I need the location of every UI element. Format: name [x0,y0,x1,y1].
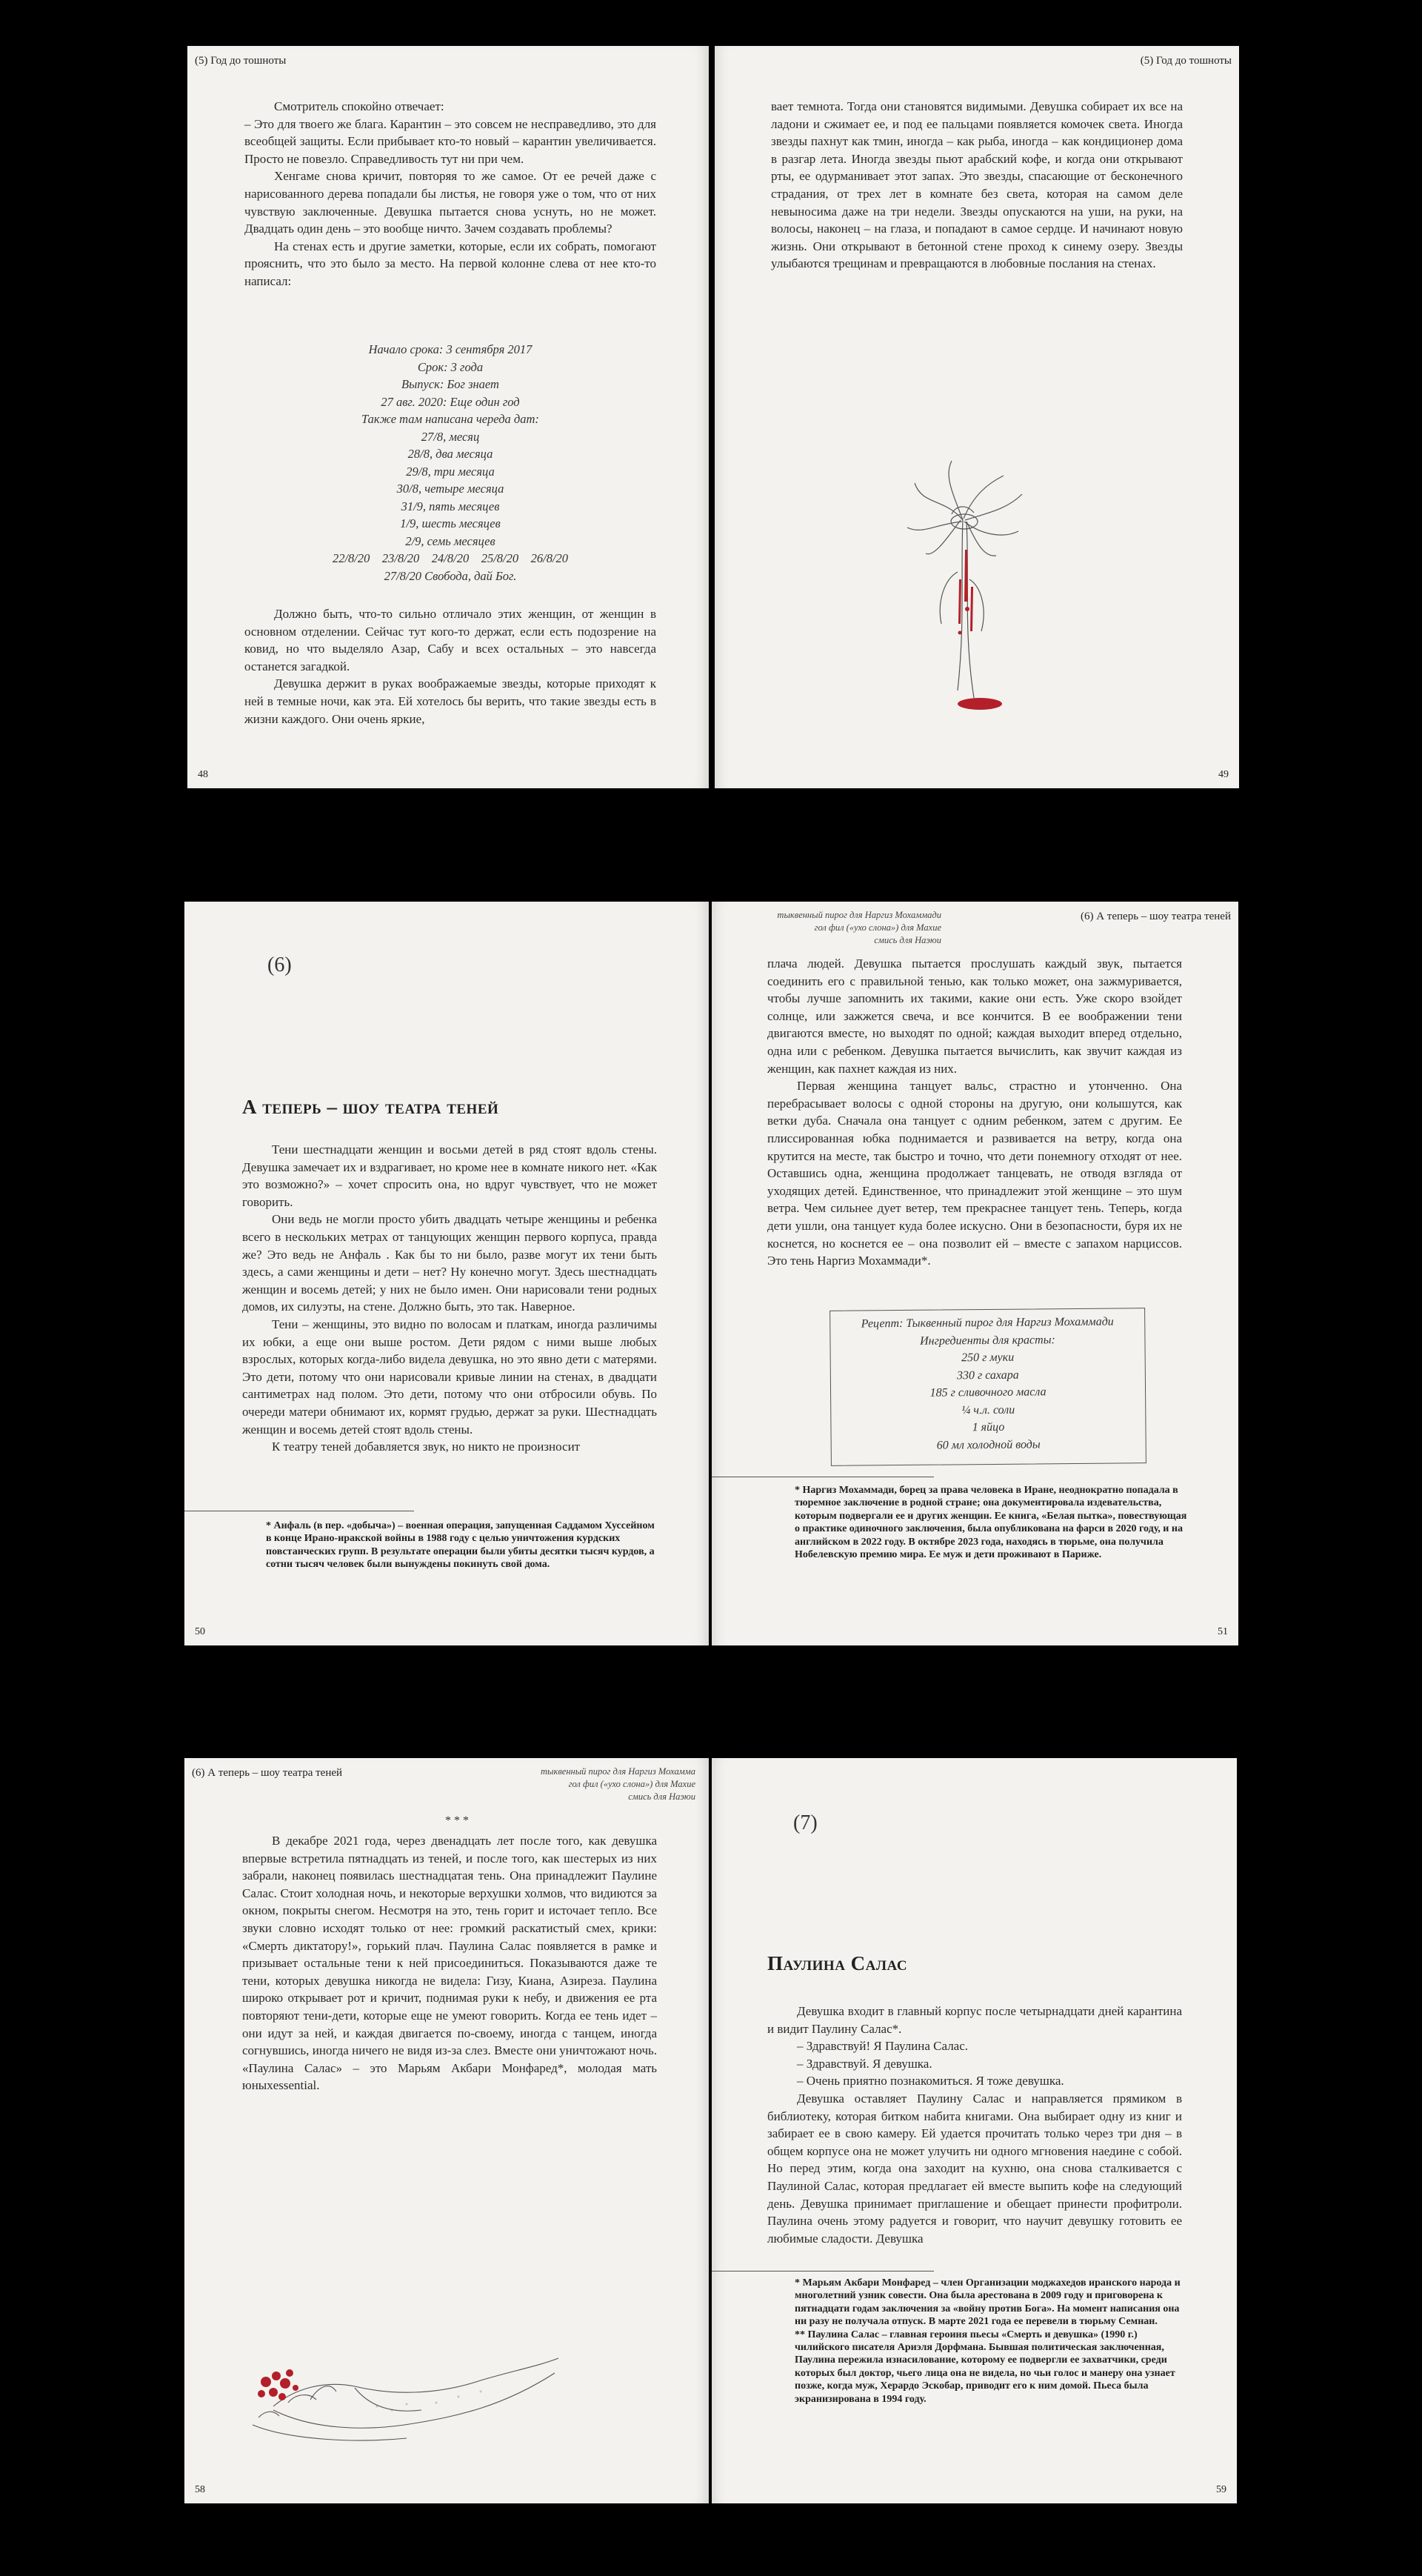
running-header: (5) Год до тошноты [195,55,287,67]
recipe-line: 250 г муки [961,1351,1015,1365]
paragraph: Хенгаме снова кричит, повторяя то же самое. От ее речей даже с нарисованного дерева попадали бы листья, не говоря уже о том, что от них чувствую заключенные. Девушка пытается снова уснуть, но не может. Двадцать один день – это вообще ничто. Зачем создавать проблемы? [244,169,656,236]
body-text [771,98,1183,273]
chapter-title: А теперь – шоу театра теней [242,1096,499,1118]
page-51 [712,902,1238,1645]
paragraph: Должно быть, что-то сильно отличало этих женщин, от женщин в основном отделении. Сейчас тут кого-то держат, если есть подозрение на ковид, но что выделяло Азар, Сабу и всех остальных – это навсегда останется загадкой. [244,607,656,673]
inscription-line: 27 авг. 2020: Еще один год [381,394,520,409]
running-header: (6) А теперь – шоу театра теней [1080,911,1231,922]
inscription-line: 2/9, семь месяцев [405,533,495,548]
inscription-line: 31/9, пять месяцев [401,499,500,513]
paragraph: – Это для твоего же блага. Карантин – это совсем не несправедливо, это для всеобщей защиты. Если прибывает кто-то новый – карантин увеличивается. Просто не повезло. Справедливость тут ни при чем. [244,116,656,166]
page-number: 58 [195,2484,205,2495]
page-number: 50 [195,1626,205,1637]
body-text [244,98,656,290]
wall-inscription [244,341,656,585]
recipe-line: 185 г сливочного масла [929,1385,1047,1400]
page-59 [712,1758,1237,2503]
running-header: (6) А теперь – шоу театра теней [192,1767,343,1779]
recipe-line: Ингредиенты для красты: [919,1333,1055,1348]
body-text [244,605,656,728]
chapter-title: Паулина Салас [767,1952,908,1974]
inscription-line: 29/8, три месяца [406,464,495,479]
paragraph: Тени – женщины, это видно по волосам и платкам, иногда различимы их юбки, а еще они выше ростом. Дети рядом с ними выше любых взрослых, которых когда-либо видела девушка, но это явно дети с матерями. Это дети, потому что они нарисовали кривые линии на стенах, в двадцати сантиметрах над полом. Это дети, потому что они отбросили обувь. По очереди матери обнимают их, кормят грудью, держат за руки. Шестнадцать женщин и восемь детей стоят вдоль стены. [242,1317,657,1437]
inscription-line: 28/8, два месяца [407,447,493,461]
footnote [266,1520,658,1571]
recipe-box [830,1308,1146,1466]
inscription-line: Срок: 3 года [417,359,484,374]
inscription-line: Также там написана череда дат: [361,412,539,426]
inscription-line: 1/9, шесть месяцев [400,516,501,530]
inscription-line: 27/8, месяц [421,429,480,444]
footnote-text: ** Паулина Салас – главная героиня пьесы «Смерть и девушка» (1990 г.) чилийского писателя Ариэля Дорфмана. Бывшая политическая заключенная, Паулина пережила изнасилование, которому ее подвергли ее захватчики, среди которых был доктор, чьего лица она не видела, но чьи голос и манеру она узнает позже, когда муж, Херардо Эскобар, приводит его к ним домой. Пьеса была экранизирована в 1994 году. [795,2329,1175,2405]
margin-note: тыквенный пирог для Наргиз Мохамма гол фил («ухо слона») для Махие смись для Наэюи [541,1766,695,1802]
paragraph: На стенах есть и другие заметки, которые, если их собрать, помогают прояснить, что это было за место. На первой колонне слева от нее кто-то написал: [244,239,656,288]
recipe-line: 330 г сахара [956,1368,1019,1382]
page-48 [187,46,709,788]
chapter-number: (6) [267,953,292,976]
footnote-rule [712,2271,934,2272]
recipe-line: Рецепт: Тыквенный пирог для Наргиз Мохаммади [861,1315,1114,1331]
footnote [795,1484,1189,1561]
recipe-line: ¼ ч.л. соли [961,1403,1015,1417]
footnote-text: * Наргиз Мохаммади, борец за права человека в Иране, неоднократно попадала в тюремное заключение в родной стране; она документировала издевательства, которым подвергали ее и других женщин. Ее книга, «Белая пытка», повествующая о практике одиночного заключения, была опубликована на фарси в 2020 году, и на английском в 2022 году. В октябре 2023 года, находясь в тюрьме, она получила Нобелевскую премию мира. Ее муж и дети проживают в Париже. [795,1485,1187,1561]
paragraph: – Здравствуй. Я девушка. [797,2056,932,2071]
paragraph: В декабре 2021 года, через двенадцать лет после того, как девушка впервые встретила пятнадцать из теней, и после того, как шестерых из них забрали, наконец появилась шестнадцатая тень. Она принадлежит Паулине Салас. Стоит холодная ночь, и некоторые верхушки холмов, что видиются за окном, покрыты снегом. Несмотря на это, тень горит и источает тепло. Все звуки словно исходят только от нее: громкий раскатистый смех, крики: «Смерть диктатору!», горький плач. Паулина Салас появляется в рамке и призывает остальные тени к ней присоединиться. Показываются даже те тени, которых девушка никогда не видела: Гизу, Киана, Азиреза. Паулина широко открывает рот и кричит, поднимая руки к небу, и движения ее рта повторяют тени-дети, которые еще не умеют говорить. Когда ее тень идет – они идут за ней, и каждая двигается по-своему, иногда с танцем, иногда согнувшись, иногда ничего не видя из-за слез. Вместе они уничтожают ночь. «Паулина Салас» – это Марьям Акбари Монфаред*, молодая мать юныхessential. [242,1834,657,2093]
paragraph: Смотритель спокойно отвечает: [274,99,444,113]
page-49 [715,46,1239,788]
recipe-line: 60 мл холодной воды [936,1437,1041,1452]
inscription-line: 22/8/20 23/8/20 24/8/20 25/8/20 26/8/20 [332,551,569,565]
page-number: 51 [1218,1626,1228,1637]
inscription-line: Выпуск: Бог знает [401,377,499,391]
paragraph: Тени шестнадцати женщин и восьми детей в ряд стоят вдоль стены. Девушка замечает их и вздрагивает, но кроме нее в комнате никого нет. «Как это возможно?» – хочет спросить она, но вдруг чувствует, что не может говорить. [242,1142,657,1209]
section-break: *** [445,1814,472,1827]
page-number: 59 [1216,2484,1226,2495]
body-text [242,1832,657,2094]
paragraph: вает темнота. Тогда они становятся видимыми. Девушка собирает их все на ладони и сжимает ее, и под ее пальцами появляется комочек света. Иногда звезды пахнут как тмин, иногда – как рыба, иногда – как кондиционер дома в разгар лета. Иногда звезды пьют арабский кофе, и когда они открывают рты, ее одурманивает этот запах. Это звезды, спасающие от бесконечного страдания, от трех лет в комнате без света, которая на самом деле невыносима даже на три недели. Звезды опускаются на уши, на руки, на волосы, наконец – на глаза, и попадают в самое сердце. И начинают новую жизнь. Они открывают в бетонной стене проход к синему озеру. Звезды улыбаются трещинам и превращаются в любовные послания на стенах. [771,99,1183,271]
chapter-number: (7) [793,1811,818,1834]
inscription-line: 27/8/20 Свобода, дай Бог. [384,568,517,583]
body-text [767,955,1182,1270]
page-number: 48 [198,769,208,780]
paragraph: Они ведь не могли просто убить двадцать четыре женщины и ребенка всего в нескольких метрах от танцующих женщин первого корпуса, правда же? Это ведь не Анфаль . Как бы то ни было, разве могут их тени быть здесь, а сами женщины и дети – нет? Ну конечно могут. Здесь шестнадцать женщин и восемь детей; у них не было имен. Они нарисовали тени родных домов, их силуэты, на стене. Должно быть, это так. Наверное. [242,1212,657,1314]
paragraph: К театру теней добавляется звук, но никто не произносит [272,1440,581,1454]
margin-note: тыквенный пирог для Наргиз Мохаммади гол фил («ухо слона») для Махие смись для Наэюи [777,910,941,945]
running-header: (5) Год до тошноты [1140,55,1232,67]
paragraph: – Очень приятно познакомиться. Я тоже девушка. [797,2074,1064,2089]
body-text [242,1141,657,1456]
flower-illustration [892,453,1041,720]
paragraph: Первая женщина танцует вальс, страстно и утонченно. Она перебрасывает волосы с одной стороны на другую, они колышутся, как ветки дуба. Сначала она танцует с одним ребенком, затем с другим. Ее плиссированная юбка поднимается и развивается на ветру, когда она крутится на месте, так быстро и точно, что дети понемногу отходят от нее. Оставшись одна, женщина продолжает танцевать, не отводя взгляда от уходящих детей. Единственное, что принадлежит этой женщине – это шум ветра. Чем сильнее дует ветер, тем прекраснее танцует тень. Теперь, когда дети ушли, она танцует куда более искусно. Они в безопасности, буря их не коснется, но коснется ее – она позволит ей – вместе с запахом нарциссов. Это тень Наргиз Мохаммади*. [767,1079,1182,1268]
paragraph: Девушка держит в руках воображаемые звезды, которые приходят к ней в темные ночи, как эта. Ей хотелось бы верить, что такие звезды есть в жизни каждого. Они очень яркие, [244,676,656,726]
recipe-line: 1 яйцо [972,1420,1005,1434]
body-text [767,2003,1182,2247]
reclining-woman-illustration [244,2336,562,2454]
paragraph: Девушка оставляет Паулину Салас и направляется прямиком в библиотеку, которая битком набита книгами. Она выбирает одну из книг и забирает ее в свою камеру. Ей удается прочитать только через три дня – в общем корпусе она не может улучить ни одного мгновения наедине с собой. Но перед этим, когда она заходит на кухню, она снова сталкивается с Паулиной Салас, которая предлагает ей вместе выпить кофе на следующий день. Девушка принимает приглашение и обещает принести профитроли. Паулина очень этому радуется и говорит, что научит девушку готовить ее любимые сладости. Девушка [767,2091,1182,2246]
page-number: 49 [1218,769,1229,780]
footnote-text: * Анфаль (в пер. «добыча») – военная операция, запущенная Саддамом Хуссейном в конце Ирано-иракской войны в 1988 году с целью уничтожения курдских повстанческих групп. В результате операции были убиты десятки тысяч курдов, а сотни тысяч человек были вынуждены покинуть свой дома. [266,1520,655,1571]
footnote [795,2277,1187,2406]
inscription-line: Начало срока: 3 сентября 2017 [368,342,533,356]
inscription-line: 30/8, четыре месяца [396,482,504,496]
paragraph: плача людей. Девушка пытается прослушать каждый звук, пытается соединить его с правильной тенью, как только может, она зажмуривается, чтобы лучше запомнить их такими, какие они есть. Уже скоро взойдет солнце, или зажжется свеча, и все кончится. В ее воображении тени двигаются вместе, но выходят по одной; каждая выходит вперед отдельно, одна или с ребенком. Девушка пытается вычислить, как звучит каждая из женщин, как пахнет каждая из них. [767,956,1182,1076]
page-50 [184,902,709,1645]
paragraph: Девушка входит в главный корпус после четырнадцати дней карантина и видит Паулину Салас*. [767,2004,1182,2036]
footnote-text: * Марьям Акбари Монфаред – член Организации моджахедов иранского народа и многолетний узник совести. Она была арестована в 2009 году и приговорена к пятнадцати годам заключения за «войну против Бога». На момент написания она ни разу не получала отпуск. В марте 2021 года ее перевели в тюрьму Семнан. [795,2277,1181,2328]
page-58 [184,1758,709,2503]
paragraph: – Здравствуй! Я Паулина Салас. [797,2039,969,2054]
